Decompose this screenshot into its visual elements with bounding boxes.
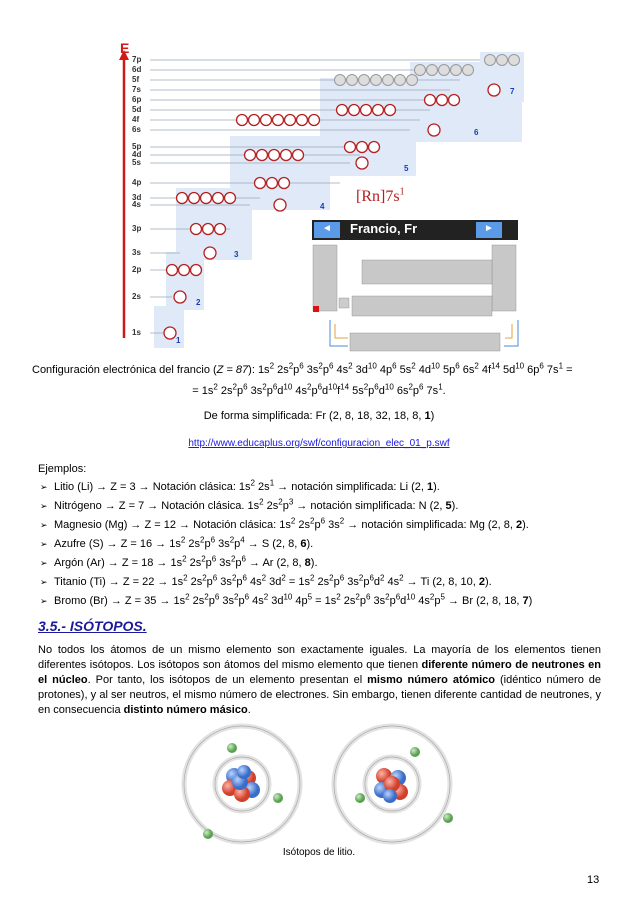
- example-argon: ➢ Argón $(Ar) \to Z = 18 \to 1s^2$ $2s^2p^6$ $3s^2p^6 \to Ar$ (2, 8, 8).: [40, 554, 318, 569]
- bullet-icon: ➢: [40, 558, 48, 568]
- level-label: 3d: [132, 193, 142, 202]
- level-label: 7s: [132, 85, 141, 94]
- level-label: 3p: [132, 224, 142, 233]
- level-label: 3s: [132, 248, 141, 257]
- prev-element-button[interactable]: ◄: [322, 223, 332, 234]
- bullet-icon: ➢: [40, 539, 48, 549]
- isotopes-paragraph: No todos los átomos de un mismo elemento son exactamente iguales. La mayoría de los elementos tienen diferentes isótopos. Los isótopos son átomos del mismo elemento que tienen diferente número de neutrones en el núcleo. Por tanto, los isótopos de un elemento presentan el mismo número atómico (idéntico número de protones), y al ser neutros, el mismo número de electrones. Sin embargo, tienen diferente cantidad de neutrones, y en consecuencia distinto número másico.: [38, 644, 602, 716]
- example-lithium: ➢ Litio (Li) → Z = 3 → Notación clásica: $1s^2$ $2s^1$ → notación simplificada: Li (2, 1).: [40, 478, 440, 493]
- shell-number: 2: [196, 298, 201, 307]
- examples-title: Ejemplos:: [38, 463, 87, 475]
- level-label: 5p: [132, 142, 142, 151]
- level-label: 4s: [132, 200, 141, 209]
- level-label: 2s: [132, 292, 141, 301]
- shell-number: 7: [510, 87, 515, 96]
- fr-configuration-line: Configuración electrónica del francio (Z = 87): $1s^2$ $2s^2p^6$ $3s^2p^6$ $4s^2$ $3d^{10}$ $4p^6$ $5s^2$ $4d^{10}$ $5p^6$ $6s^2$ $4f^{14}$ $5d^{10}$ $6p^6$ $7s^1$ =: [32, 361, 573, 376]
- example-nitrogen: ➢ Nitrógeno → Z = 7 → Notación clásica. $1s^2$ $2s^2p^3$ → notación simplificada: N (2, 5).: [40, 497, 459, 512]
- fr-configuration-ordered: = $1s^2$ $2s^2p^6$ $3s^2p^6d^{10}$ $4s^2p^6d^{10}f^{14}$ $5s^2p^6d^{10}$ $6s^2p^6$ $7s^1$.: [192, 382, 446, 397]
- bullet-icon: ➢: [40, 520, 48, 530]
- level-label: 4p: [132, 178, 142, 187]
- figure-caption: Isótopos de litio.: [282, 847, 356, 858]
- level-label: 4d: [132, 150, 142, 159]
- element-selector-label: Francio, Fr: [350, 221, 418, 236]
- shell-number: 6: [474, 128, 479, 137]
- level-label: 2p: [132, 265, 142, 274]
- energy-axis-label: E: [120, 40, 130, 56]
- lithium-isotopes-figure: [180, 722, 620, 862]
- lithium-7-atom: [184, 726, 300, 842]
- fr-notation: $[Rn]7s^1$: [356, 186, 405, 205]
- example-titanium: ➢ Titanio $(Ti) \to Z = 22 \to 1s^2$ $2s^2p^6$ $3s^2p^6$ $4s^2$ $3d^2 = 1s^2$ $2s^2p^6$ $3s^2p^6d^2$ $4s^2 \to Ti$ (2, 8, 10, 2).: [40, 573, 492, 588]
- lithium-6-atom: [334, 726, 453, 842]
- shell-number: 3: [234, 250, 239, 259]
- level-label: 1s: [132, 328, 141, 337]
- level-label: 6s: [132, 125, 141, 134]
- bullet-icon: ➢: [40, 596, 48, 606]
- level-label: 5s: [132, 158, 141, 167]
- level-label: 5f: [132, 75, 140, 84]
- page-number: 13: [587, 874, 600, 886]
- section-heading: 3.5.- ISÓTOPOS.: [38, 618, 147, 634]
- shell-number: 4: [320, 202, 325, 211]
- shell-number: 1: [176, 336, 181, 345]
- level-label: 7p: [132, 55, 142, 64]
- source-link[interactable]: http://www.educaplus.org/swf/configuracion_elec_01_p.swf: [188, 438, 450, 449]
- example-magnesium: ➢ Magnesio (Mg) → Z = 12 → Notación clásica: $1s^2$ $2s^2p^6$ $3s^2$ → notación simplificada: Mg (2, 8, 2).: [40, 516, 529, 531]
- bullet-icon: ➢: [40, 482, 48, 492]
- source-link-row: [0, 436, 638, 451]
- next-element-button[interactable]: ►: [484, 223, 494, 234]
- level-label: 6d: [132, 65, 142, 74]
- shell-number: 5: [404, 164, 409, 173]
- orbital-diagram-graphic: [110, 38, 530, 358]
- bullet-icon: ➢: [40, 577, 48, 587]
- orbital-diagram: [110, 38, 530, 358]
- bullet-icon: ➢: [40, 501, 48, 511]
- example-bromine: ➢ Bromo $(Br) \to Z = 35 \to 1s^2$ $2s^2p^6$ $3s^2p^6$ $4s^2$ $3d^{10}$ $4p^5 = 1s^2$ $2s^2p^6$ $3s^2p^6d^{10}$ $4s^2p^5 \to Br$ (2, 8, 18, 7): [40, 592, 533, 607]
- level-label: 4f: [132, 115, 140, 124]
- level-label: 6p: [132, 95, 142, 104]
- level-label: 5d: [132, 105, 142, 114]
- example-sulfur: ➢ Azufre $(S) \to Z = 16 \to 1s^2$ $2s^2p^6$ $3s^2p^4 \to S$ (2, 8, 6).: [40, 535, 314, 550]
- fr-simplified: De forma simplificada: Fr (2, 8, 18, 32, 18, 8, 1): [203, 410, 435, 422]
